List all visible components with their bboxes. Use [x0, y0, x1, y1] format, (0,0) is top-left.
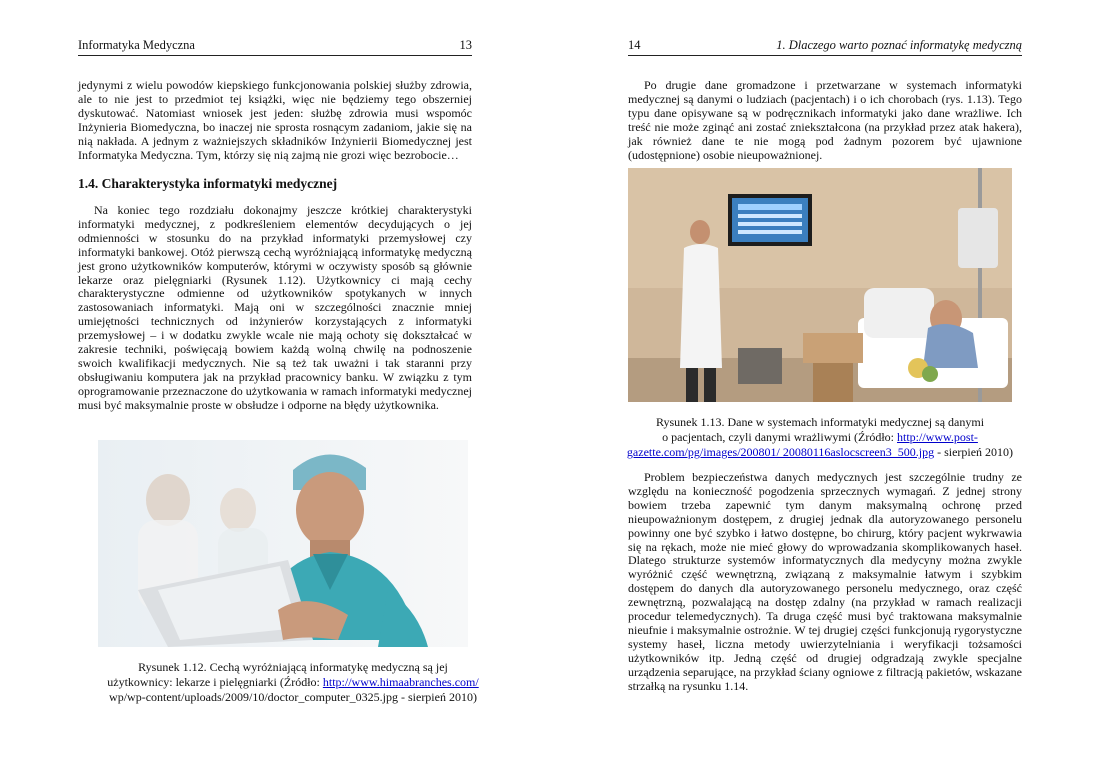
- caption-line: o pacjentach, czyli danymi wrażliwymi (Źródło:: [662, 430, 898, 444]
- paragraph: Po drugie dane gromadzone i przetwarzane w systemach informatyki medycznej są danymi o ludziach (pacjentach) i o ich chorobach (rys. 1.13). Tego typu dane opisywane są w podręcznikach informatyki jako dane wrażliwe. Ich treść nie może zginąć ani zostać zniekształcona (na przykład przez atak hakera), jak również dane te nie mogą pod żadnym pozorem być ujawnione (udostępnione) osobie nieupoważnionej.: [628, 78, 1022, 162]
- running-header: [78, 38, 472, 56]
- doctor-computer-photo: [98, 440, 468, 647]
- figure-caption: [78, 660, 508, 705]
- doctor-computer-image: [98, 440, 468, 647]
- running-header: [628, 38, 1022, 56]
- caption-line: wp/wp-content/uploads/2009/10/doctor_computer_0325.jpg - sierpień 2010): [109, 690, 477, 704]
- paragraph: Problem bezpieczeństwa danych medycznych jest szczególnie trudny ze względu na konieczność pogodzenia sprzecznych wymagań. Z jednej strony bowiem trzeba zapewnić tym danym maksymalną ochronę przed nieupoważnionym dostępem, z drugiej jednak dla autoryzowanego personelu powinny one być szybko i łatwo dostępne, bo chirurg, który pacjent wykrwawia się na rękach, może nie mieć głowy do wprowadzania skomplikowanych haseł. Dlatego strukturze systemów informatycznych dla medycyny można zwykle wyróżnić część wewnętrzną, związaną z maksymalnie łatwym i szybkim dostępem do danych dla autoryzowanego personelu medycznego, oraz część zewnętrzną, pozwalającą na dostęp zdalny (na przykład w ramach realizacji procedur telemedycznych). Ta druga część musi być traktowana maksymalnie nieufnie i maksymalnie ostrożnie. W tej drugiej części funkcjonują rygorystyczne systemy haseł, liczna metody uwierzytelniania i weryfikacji tożsamości użytkowników itp. Jedną część od drugiej odgradzają zwykle specjalne urządzenia separujące, na przykład ściany ogniowe z filtracją pakietów, wskazane strzałką na rysunku 1.14.: [628, 470, 1022, 693]
- page-number: 13: [459, 38, 472, 52]
- figure-caption: [620, 415, 1020, 460]
- header-title: 1. Dlaczego warto poznać informatykę medyczną: [776, 38, 1022, 52]
- caption-line: - sierpień 2010): [934, 445, 1014, 459]
- source-link[interactable]: http://www.himaabranches.com/: [322, 675, 479, 689]
- hospital-room-image: [628, 168, 1012, 402]
- page-number: 14: [628, 38, 641, 52]
- hospital-room-photo: [628, 168, 1012, 402]
- paragraph: jedynymi z wielu powodów kiepskiego funkcjonowania polskiej służby zdrowia, ale to nie jest to przedmiot tej książki, więc nie będziemy tego obszerniej dyskutować. Natomiast wniosek jest jeden: służbę zdrowia musi wspomóc Inżynieria Biomedyczna, bo inaczej nie sprosta rosnącym zadaniom, jakie się na nią nakłada. A jednym z ważniejszych składników Inżynierii Biomedycznej jest Informatyka Medyczna. Tym, którzy się nią zajmą nie grozi więc bezrobocie…: [78, 78, 472, 162]
- section-heading: 1.4. Charakterystyka informatyki medycznej: [78, 176, 338, 191]
- right-page: [550, 0, 1100, 781]
- caption-line: Rysunek 1.13. Dane w systemach informatyki medycznej są danymi: [655, 415, 985, 429]
- source-link[interactable]: http://www.post-: [897, 430, 978, 444]
- paragraph: Na koniec tego rozdziału dokonajmy jeszcze krótkiej charakterystyki informatyki medycznej, z podkreśleniem elementów decydujących o jej odmienności w stosunku do na przykład informatyki przemysłowej czy informatyki bankowej. Otóż pierwszą cechą wyróżniającą informatykę medyczną jest grono użytkowników komputerów, którymi w oczywisty sposób są głównie lekarze oraz pielęgniarki (Rysunek 1.12). Użytkownicy ci mają cechy charakterystyczne odmienne od użytkowników spotykanych w innych zastosowaniach informatyki. Mają oni w szczególności znacznie mniej umiejętności technicznych od inżynierów korzystających z informatyki przemysłowej – i w dodatku zwykle wcale nie mają ochoty się dokształcać w zakresie techniki, poświęcają bowiem każdą wolną chwilę na podnoszenie swoich kwalifikacji medycznych. Nie są też tak uważni i tak staranni przy obsługiwaniu komputera jak na przykład pracownicy banku. W związku z tym oprogramowanie przeznaczone do użytkowania w ramach informatyki medycznej musi być maksymalnie proste w obsłudze i odporne na błędy użytkownika.: [78, 203, 472, 412]
- source-link[interactable]: gazette.com/pg/images/200801/ 20080116aslocscreen3_500.jpg: [626, 445, 935, 459]
- caption-line: Rysunek 1.12. Cechą wyróżniającą informatykę medyczną są jej: [138, 660, 448, 674]
- header-title: Informatyka Medyczna: [78, 38, 195, 52]
- caption-line: użytkownicy: lekarze i pielęgniarki (Źródło:: [107, 675, 323, 689]
